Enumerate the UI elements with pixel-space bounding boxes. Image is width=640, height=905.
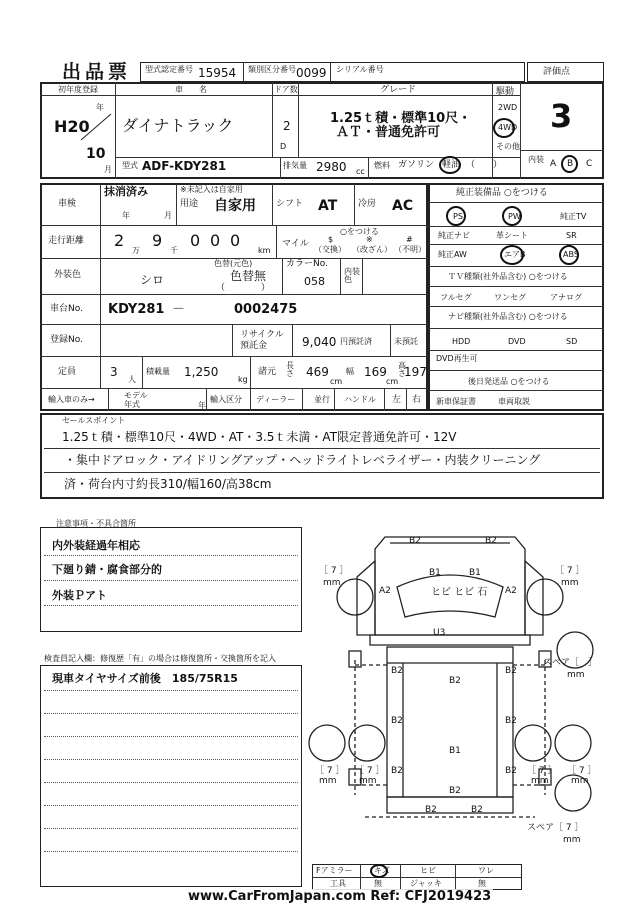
inspection-year-label: 年 — [122, 211, 130, 220]
meter-opt-exchange: （交換） — [314, 245, 346, 254]
asterisk-note: ※未記入は自家用 — [180, 185, 243, 194]
interior-b-circle — [561, 155, 578, 173]
sales-label: セールスポイント — [62, 416, 126, 425]
shift-label: シフト — [276, 199, 304, 209]
inspection-status: 抹消済み — [104, 185, 148, 198]
model-cert-label: 型式認定番号 — [145, 65, 193, 74]
interior-b: B — [567, 159, 574, 169]
capacity-label: 定員 — [58, 367, 77, 377]
import-label: 輸入車のみ→ — [48, 395, 95, 404]
model-value: ADF-KDY281 — [142, 159, 227, 173]
recycle-unit: 円預託済 — [340, 337, 372, 346]
frame-prefix: KDY281 — [108, 302, 165, 317]
model-cert-no: 15954 — [198, 66, 237, 80]
recycle-unpaid: 未預託 — [394, 337, 418, 346]
cc-unit: cc — [356, 167, 365, 176]
circle-hint: ○をつける — [340, 227, 379, 236]
interior-c: C — [586, 159, 593, 169]
equipment-title: 純正装備品 ○をつける — [456, 188, 548, 198]
sales-line1: 1.25ｔ積・標準10尺・4WD・AT・3.5ｔ未満・AT限定普通免許可・12V — [62, 430, 457, 444]
doors-value: 2 — [283, 119, 291, 133]
recycle-amount: 9,040 — [302, 335, 337, 349]
drive-other: その他 — [496, 142, 520, 151]
car-name: ダイナトラック — [122, 116, 234, 135]
fuel-label: 燃料 — [374, 161, 390, 170]
car-name-label: 車 名 — [175, 85, 207, 94]
reg-no-label: 登録No. — [50, 335, 83, 345]
serial-label: シリアル番号 — [336, 65, 384, 74]
drive-label: 駆動 — [496, 87, 515, 97]
mileage-label: 走行距離 — [48, 236, 85, 246]
ps-circle — [446, 206, 466, 226]
inspection-label: 車検 — [58, 199, 77, 209]
pw-circle — [502, 206, 522, 226]
mileage-digit-3: 0 — [190, 231, 201, 250]
svg-text:B1: B1 — [429, 568, 441, 578]
sales-line2: ・集中ドアロック・アイドリングアップ・ヘッドライトレベライザー・内装クリーニング — [64, 453, 541, 467]
svg-text:B2: B2 — [471, 805, 483, 815]
color-no-label: カラーNo. — [286, 259, 328, 269]
svg-text:A2: A2 — [379, 586, 391, 596]
svg-text:mm: mm — [571, 776, 589, 786]
scratch-circle — [370, 864, 388, 878]
svg-text:B2: B2 — [505, 716, 517, 726]
abs-circle — [559, 245, 579, 265]
note-line-3: 外装Ｐアト — [52, 589, 107, 602]
note-line-2: 下廻り錆・腐食部分的 — [52, 563, 162, 576]
color-no-value: 058 — [304, 275, 325, 288]
height-value: 197 — [404, 365, 427, 379]
svg-text:［ 7 ］: ［ 7 ］ — [315, 766, 345, 776]
doors-suffix: D — [280, 142, 287, 151]
inspector-label: 検査員記入欄：修復歴「有」の場合は修復箇所・交換箇所を記入 — [44, 654, 276, 663]
svg-text:B2: B2 — [505, 766, 517, 776]
airbag-circle — [500, 245, 524, 265]
footer-watermark: www.CarFromJapan.com Ref: CFJ2019423 — [188, 889, 492, 904]
notes-label: 注意事項・不具合箇所 — [56, 519, 136, 528]
svg-text:［ 7 ］: ［ 7 ］ — [355, 766, 385, 776]
damage-diagram — [305, 525, 605, 890]
interior-color-label: 内装色 — [344, 267, 360, 284]
svg-text:B2: B2 — [391, 666, 403, 676]
interior-label: 内装 — [528, 155, 544, 164]
orig-color-label: 色替(元色) — [214, 259, 253, 268]
shift-value: AT — [318, 198, 338, 214]
frame-label: 車台No. — [50, 304, 83, 314]
mileage-digit-4: 0 — [210, 231, 221, 250]
svg-text:［ 7 ］: ［ 7 ］ — [527, 766, 557, 776]
recycle-label: リサイクル預託金 — [240, 330, 284, 351]
spec-label: 諸元 — [258, 367, 277, 377]
first-reg-label: 初年度登録 — [58, 85, 98, 94]
score-value: 3 — [550, 97, 573, 135]
color-label: 外装色 — [54, 270, 82, 280]
svg-text:［ 7 ］: ［ 7 ］ — [555, 566, 585, 576]
after-title: 後日発送品 ○をつける — [468, 377, 550, 386]
mileage-km: km — [258, 246, 271, 255]
inspector-box — [40, 665, 302, 887]
svg-text:A2: A2 — [505, 586, 517, 596]
svg-text:B2: B2 — [485, 536, 497, 546]
length-value: 469 — [306, 365, 329, 379]
tv-title: ＴＶ種類(社外品含む) ○をつける — [448, 272, 568, 281]
drive-2wd: 2WD — [498, 103, 518, 112]
drive-4wd: 4WD — [498, 123, 518, 132]
svg-text:B2: B2 — [449, 786, 461, 796]
usage-value: 自家用 — [214, 198, 256, 214]
ac-value: AC — [392, 198, 414, 214]
drive-4wd-circle — [493, 118, 518, 138]
svg-text:B1: B1 — [449, 746, 461, 756]
svg-text:スペア［ ］: スペア［ ］ — [543, 658, 598, 668]
nav-title: ナビ種類(社外品含む) ○をつける — [448, 312, 568, 321]
svg-text:U3: U3 — [433, 628, 446, 638]
displacement-value: 2980 — [316, 160, 347, 174]
mile-label: マイル — [282, 239, 309, 249]
svg-text:ヒビ ヒビ 石: ヒビ ヒビ 石 — [431, 587, 488, 598]
frame-number: 0002475 — [234, 302, 298, 317]
meter-opt-unknown: （不明） — [394, 245, 426, 254]
sheet-title: 出品票 — [62, 61, 132, 83]
svg-text:［ 7 ］: ［ 7 ］ — [567, 766, 597, 776]
note-line-1: 内外装経過年相応 — [52, 539, 140, 552]
category-label: 類別区分番号 — [248, 65, 296, 74]
svg-text:mm: mm — [531, 776, 549, 786]
svg-text:mm: mm — [319, 776, 337, 786]
doors-label: ドア数 — [274, 85, 298, 94]
ac-label: 冷房 — [358, 199, 377, 209]
svg-text:B2: B2 — [391, 766, 403, 776]
svg-text:mm: mm — [563, 835, 581, 845]
mileage-man: 万 — [132, 246, 140, 255]
capacity-value: 3 — [110, 365, 118, 379]
grade-line2: ＡＴ・普通免許可 — [336, 125, 441, 140]
grade-line1: 1.25ｔ積・標準10尺・ — [330, 111, 472, 126]
fuel-light: 軽油 — [442, 160, 461, 170]
mileage-digit-1: 2 — [114, 231, 125, 250]
color-change: 色替無 — [230, 269, 267, 283]
svg-text:B1: B1 — [469, 568, 481, 578]
sales-line3: 済・荷台内寸約長310/幅160/高38cm — [64, 477, 272, 491]
mileage-digit-2: 9 — [152, 231, 163, 250]
usage-label: 用途 — [180, 199, 199, 209]
load-label: 積載量 — [146, 367, 170, 376]
svg-text:B2: B2 — [391, 716, 403, 726]
svg-text:スペア［ 7 ］: スペア［ 7 ］ — [527, 823, 584, 833]
inspection-month-label: 月 — [164, 211, 172, 220]
first-reg-year: H20 — [54, 117, 90, 136]
score-label: 評価点 — [543, 67, 571, 77]
tire-size-line: 現車タイヤサイズ前後 185/75R15 — [52, 672, 238, 685]
fuel-gas: ガソリン — [398, 160, 435, 170]
width-value: 169 — [364, 365, 387, 379]
category-no: 0099 — [296, 66, 327, 80]
load-value: 1,250 — [184, 365, 219, 379]
month-label: 月 — [104, 165, 112, 174]
svg-text:B2: B2 — [449, 676, 461, 686]
svg-text:mm: mm — [561, 578, 579, 588]
mark-front-left: B2 — [409, 536, 421, 546]
interior-a: A — [550, 159, 557, 169]
first-reg-month: 10 — [86, 146, 106, 162]
svg-text:mm: mm — [567, 670, 585, 680]
svg-text:B2: B2 — [505, 666, 517, 676]
svg-text:［ 7 ］: ［ 7 ］ — [319, 566, 349, 576]
mileage-digit-5: 0 — [230, 231, 241, 250]
mileage-sen: 千 — [170, 246, 178, 255]
color-value: シロ — [140, 273, 165, 287]
svg-text:mm: mm — [323, 578, 341, 588]
displacement-label: 排気量 — [283, 161, 307, 170]
svg-text:B2: B2 — [425, 805, 437, 815]
fuel-light-circle — [439, 156, 461, 174]
svg-text:mm: mm — [359, 776, 377, 786]
year-label: 年 — [96, 103, 104, 112]
meter-opt-tamper: （改ざん） — [352, 245, 392, 254]
model-label: 型式 — [122, 161, 138, 170]
grade-label: グレード — [380, 85, 417, 95]
